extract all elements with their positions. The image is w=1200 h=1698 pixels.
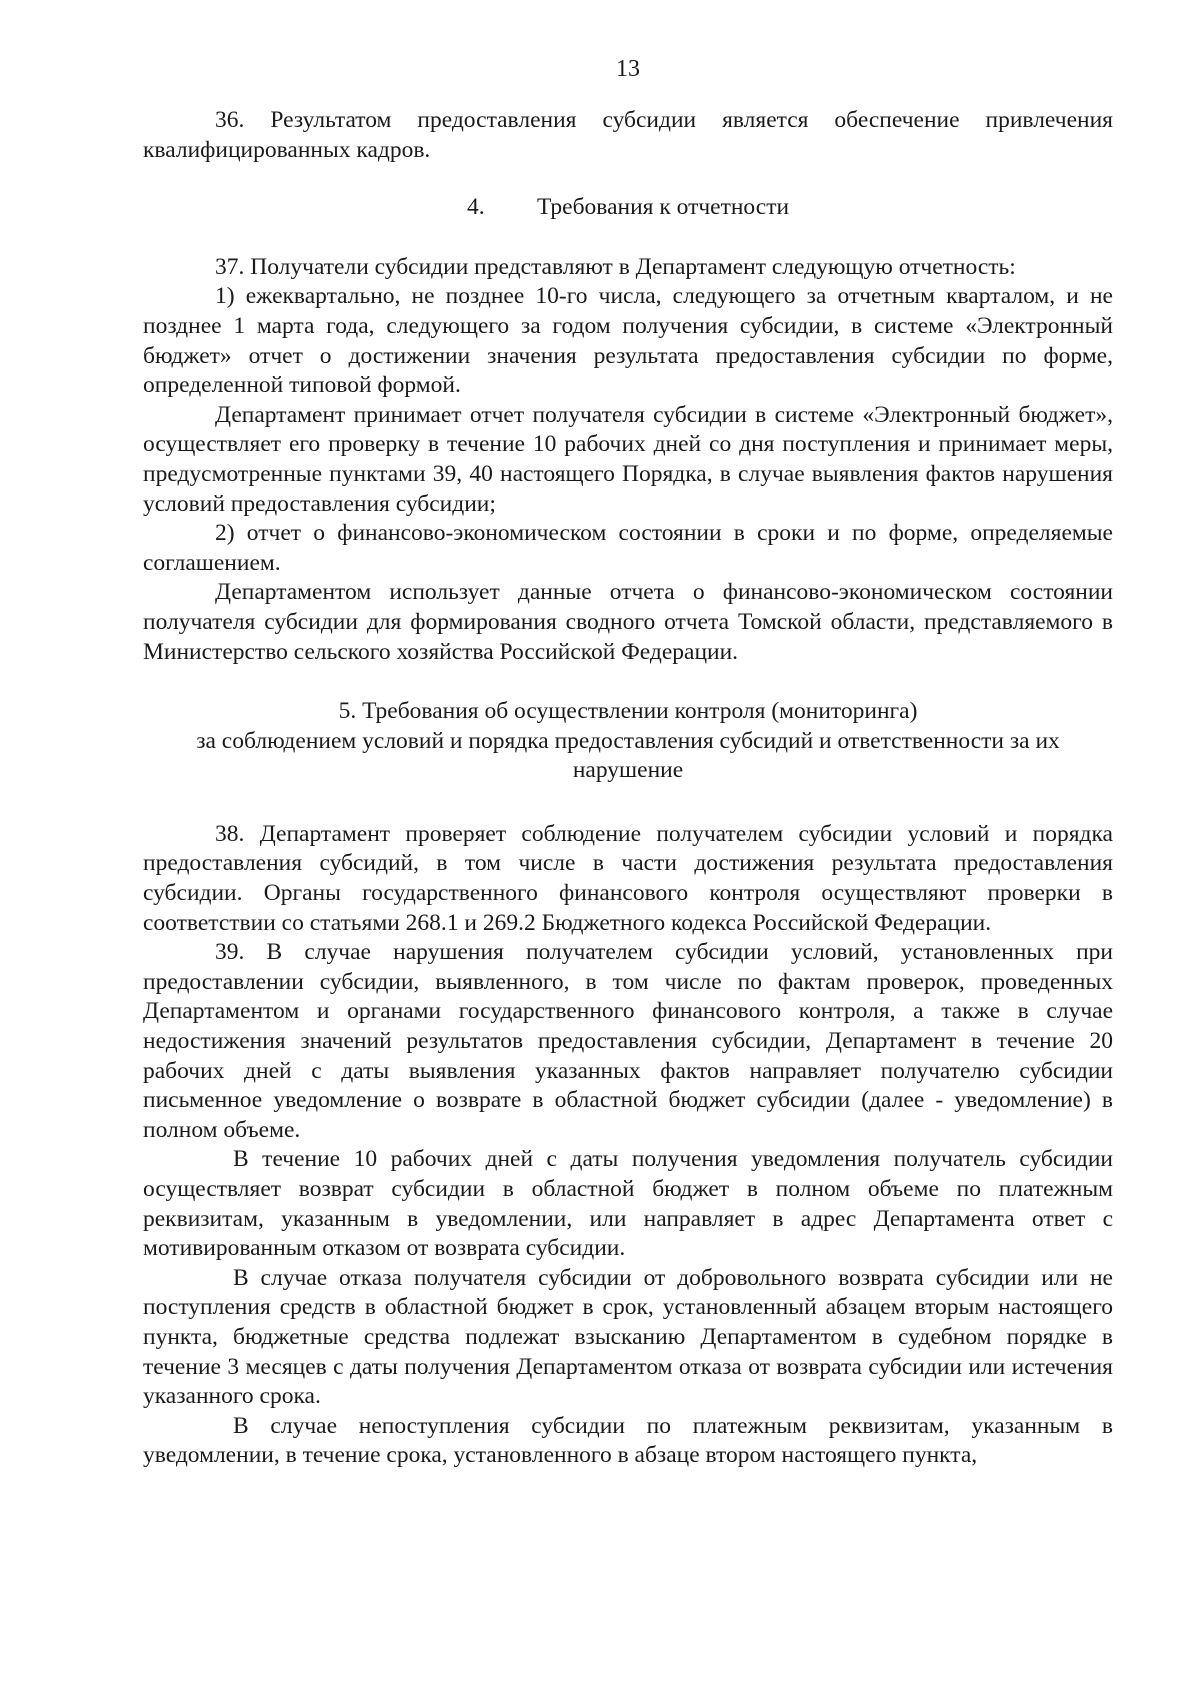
section-4-number: 4.: [466, 194, 485, 221]
paragraph-37-item-1: 1) ежеквартально, не позднее 10-го числа, следующего за отчетным кварталом, и не позднее 1 марта года, следующего за годом получения субсидии, в системе «Электронный бюджет» отчет о достижении значения результата предоставления субсидии по форме, определенной типовой формой.: [143, 283, 1113, 399]
paragraph-37-summary-report: Департаментом использует данные отчета о финансово-экономическом состоянии получателя субсидии для формирования сводного отчета Томской области, представляемого в Министерство сельского хозяйства Российской Федерации.: [143, 579, 1113, 665]
paragraph-37: 37. Получатели субсидии представляют в Департамент следующую отчетность:: [215, 253, 1016, 280]
section-4-heading: [143, 193, 1113, 223]
section-5-heading: [143, 697, 1113, 786]
paragraph-37-report-check: Департамент принимает отчет получателя субсидии в системе «Электронный бюджет», осуществляет его проверку в течение 10 рабочих дней со дня поступления и принимает меры, предусмотренные пунктами 39, 40 настоящего Порядка, в случае выявления фактов нарушения условий предоставления субсидии;: [143, 401, 1113, 517]
paragraph-38: 38. Департамент проверяет соблюдение получателем субсидии условий и порядка предоставления субсидий, в том числе в части достижения результата предоставления субсидии. Органы государственного финансового контроля осуществляют проверки в соответствии со статьями 268.1 и 269.2 Бюджетного кодекса Российской Федерации.: [143, 820, 1113, 936]
section-4-title: Требования к отчетности: [536, 194, 790, 221]
paragraph-39-refusal: В случае отказа получателя субсидии от добровольного возврата субсидии или не поступления средств в областной бюджет в срок, установленный абзацем вторым настоящего пункта, бюджетные средства подлежат взысканию Департаментом в судебном порядке в течение 3 месяцев с даты получения Департаментом отказа от возврата субсидии или истечения указанного срока.: [143, 1264, 1113, 1410]
paragraph-39-refund-term: В течение 10 рабочих дней с даты получения уведомления получатель субсидии осуществляет возврат субсидии в областной бюджет в полном объеме по платежным реквизитам, указанным в уведомлении, или направляет в адрес Департамента ответ с мотивированным отказом от возврата субсидии.: [143, 1146, 1113, 1262]
paragraph-37-item-2: 2) отчет о финансово-экономическом состоянии в сроки и по форме, определяемые соглашением.: [143, 520, 1113, 576]
paragraph-39: 39. В случае нарушения получателем субсидии условий, установленных при предоставлении субсидии, выявленного, в том числе по фактам проверок, проведенных Департаментом и органами государственного финансового контроля, а также в случае недостижения значений результатов предоставления субсидии, Департамент в течение 20 рабочих дней с даты выявления указанных фактов направляет получателю субсидии письменное уведомление о возврате в областной бюджет субсидии (далее - уведомление) в полном объеме.: [143, 939, 1113, 1143]
section-5-heading-line-2: за соблюдением условий и порядка предоставления субсидий и ответственности за их: [196, 727, 1060, 754]
page-number: 13: [616, 56, 640, 82]
paragraph-39-non-receipt: В случае непоступления субсидии по платежным реквизитам, указанным в уведомлении, в течение срока, установленного в абзаце втором настоящего пункта,: [143, 1412, 1113, 1469]
section-5-heading-line-3: нарушение: [572, 757, 684, 784]
section-5-heading-line-1: 5. Требования об осуществлении контроля (мониторинга): [338, 698, 918, 725]
paragraph-36: 36. Результатом предоставления субсидии является обеспечение привлечения квалифицированных кадров.: [143, 107, 1113, 163]
document-page: [143, 54, 1113, 1471]
